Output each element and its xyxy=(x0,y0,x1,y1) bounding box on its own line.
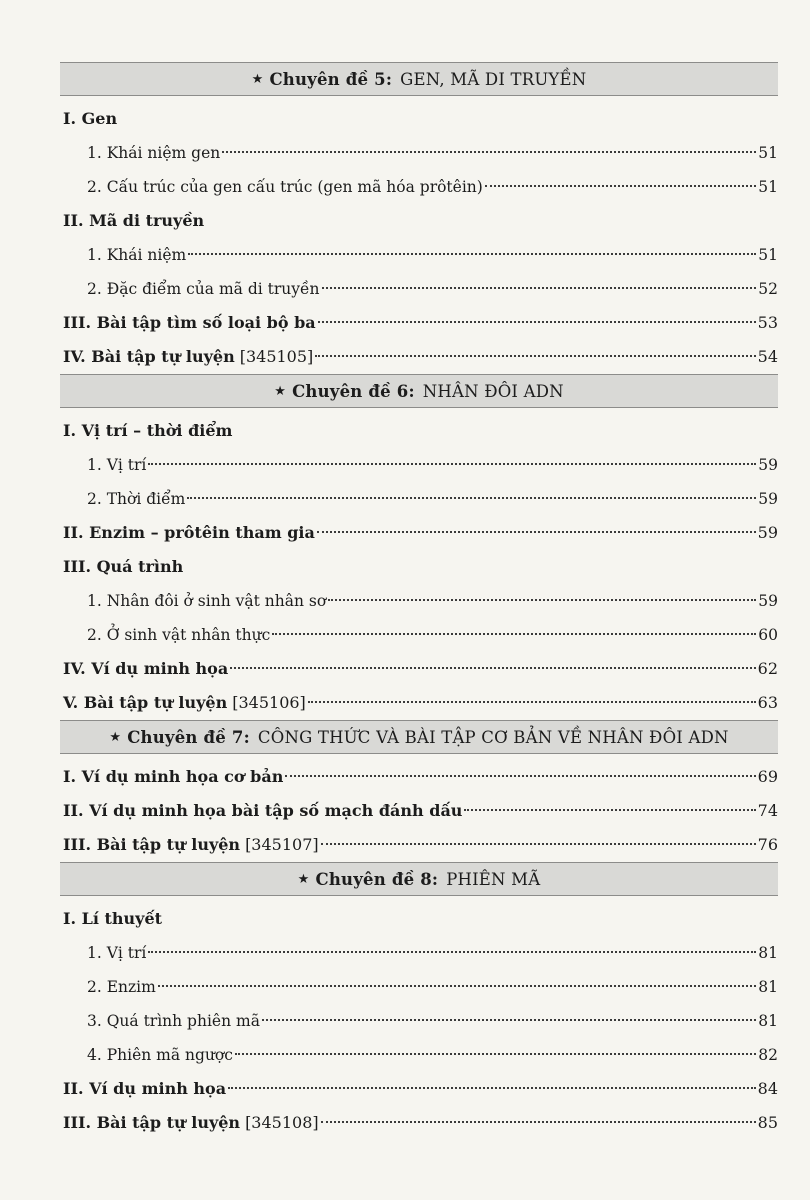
entry-label: 2. Cấu trúc của gen cấu trúc (gen mã hóa prôtêin) xyxy=(87,178,483,196)
star-icon: ★ xyxy=(251,71,264,87)
dot-leader xyxy=(188,253,756,255)
dot-leader xyxy=(158,985,756,987)
toc-section-row xyxy=(60,1106,778,1140)
toc-subsection-row xyxy=(60,1038,778,1072)
toc-section-row xyxy=(60,204,778,238)
page-number: 81 xyxy=(758,944,778,962)
dot-leader xyxy=(222,151,756,153)
page-number: 51 xyxy=(758,178,778,196)
toc-subsection-row xyxy=(60,584,778,618)
page-number: 53 xyxy=(757,313,778,332)
table-of-contents xyxy=(60,62,778,1140)
exercise-code: [345105] xyxy=(239,347,314,366)
page-number: 63 xyxy=(757,693,778,712)
dot-leader xyxy=(148,463,756,465)
chapter-header xyxy=(60,374,778,408)
entry-label: 1. Vị trí xyxy=(87,944,147,962)
chapter-header xyxy=(60,862,778,896)
entry-label: I. Lí thuyết xyxy=(63,909,163,928)
toc-subsection-row xyxy=(60,272,778,306)
entry-label: IV. Ví dụ minh họa xyxy=(63,659,229,678)
entry-label: 1. Khái niệm gen xyxy=(87,144,221,162)
entry-label: II. Mã di truyền xyxy=(63,211,205,230)
chapter-header xyxy=(60,720,778,754)
dot-leader xyxy=(315,355,755,357)
toc-subsection-row xyxy=(60,482,778,516)
toc-section-row xyxy=(60,652,778,686)
chapter-header xyxy=(60,62,778,96)
page-number: 52 xyxy=(758,280,778,298)
entry-label: 1. Vị trí xyxy=(87,456,147,474)
toc-subsection-row xyxy=(60,970,778,1004)
dot-leader xyxy=(285,775,755,777)
entry-label: V. Bài tập tự luyện xyxy=(63,693,228,712)
toc-section-row xyxy=(60,516,778,550)
dot-leader xyxy=(272,633,756,635)
page-number: 69 xyxy=(757,767,778,786)
entry-label: 2. Enzim xyxy=(87,978,156,996)
page-number: 85 xyxy=(757,1113,778,1132)
toc-section-row xyxy=(60,414,778,448)
entry-label: 3. Quá trình phiên mã xyxy=(87,1012,260,1030)
star-icon: ★ xyxy=(297,871,310,887)
entry-label: I. Vị trí – thời điểm xyxy=(63,421,233,440)
page-number: 60 xyxy=(758,626,778,644)
star-icon: ★ xyxy=(109,729,122,745)
toc-section-row xyxy=(60,794,778,828)
dot-leader xyxy=(308,701,756,703)
toc-subsection-row xyxy=(60,170,778,204)
page-number: 81 xyxy=(758,1012,778,1030)
page-number: 51 xyxy=(758,246,778,264)
dot-leader xyxy=(148,951,756,953)
star-icon: ★ xyxy=(274,383,287,399)
entry-label: IV. Bài tập tự luyện xyxy=(63,347,235,366)
entry-label: 2. Đặc điểm của mã di truyền xyxy=(87,280,320,298)
entry-label: 2. Ở sinh vật nhân thực xyxy=(87,626,271,644)
toc-section-row xyxy=(60,828,778,862)
chapter-title: PHIÊN MÃ xyxy=(446,869,541,889)
chapter-number: Chuyên đề 6: xyxy=(292,381,415,401)
page-number: 59 xyxy=(758,592,778,610)
toc-subsection-row xyxy=(60,618,778,652)
page-number: 59 xyxy=(757,523,778,542)
exercise-code: [345108] xyxy=(245,1113,319,1132)
page-number: 82 xyxy=(758,1046,778,1064)
toc-section-row xyxy=(60,686,778,720)
dot-leader xyxy=(321,843,756,845)
page-number: 59 xyxy=(758,456,778,474)
dot-leader xyxy=(187,497,756,499)
page-number: 59 xyxy=(758,490,778,508)
toc-subsection-row xyxy=(60,136,778,170)
dot-leader xyxy=(317,531,756,533)
exercise-code: [345107] xyxy=(245,835,319,854)
chapter-title: GEN, MÃ DI TRUYỀN xyxy=(400,69,587,89)
page-number: 74 xyxy=(757,801,778,820)
chapter-title: CÔNG THỨC VÀ BÀI TẬP CƠ BẢN VỀ NHÂN ĐÔI ADN xyxy=(257,727,729,747)
toc-section-row xyxy=(60,102,778,136)
dot-leader xyxy=(485,185,756,187)
entry-label: 4. Phiên mã ngược xyxy=(87,1046,233,1064)
dot-leader xyxy=(318,321,756,323)
entry-label: 1. Khái niệm xyxy=(87,246,187,264)
dot-leader xyxy=(328,599,756,601)
entry-label: II. Enzim – prôtêin tham gia xyxy=(63,523,315,542)
entry-label: I. Ví dụ minh họa cơ bản xyxy=(63,767,284,786)
page-number: 76 xyxy=(757,835,778,854)
toc-section-row xyxy=(60,306,778,340)
exercise-code: [345106] xyxy=(232,693,306,712)
chapter-number: Chuyên đề 5: xyxy=(269,69,393,89)
toc-subsection-row xyxy=(60,448,778,482)
dot-leader xyxy=(228,1087,756,1089)
chapter-number: Chuyên đề 8: xyxy=(315,869,439,889)
dot-leader xyxy=(235,1053,756,1055)
page-number: 54 xyxy=(757,347,778,366)
toc-subsection-row xyxy=(60,1004,778,1038)
toc-subsection-row xyxy=(60,238,778,272)
entry-label: III. Bài tập tự luyện xyxy=(63,835,241,854)
page-number: 62 xyxy=(757,659,778,678)
dot-leader xyxy=(262,1019,756,1021)
dot-leader xyxy=(230,667,755,669)
page-number: 51 xyxy=(758,144,778,162)
dot-leader xyxy=(464,809,755,811)
chapter-title: NHÂN ĐÔI ADN xyxy=(422,381,564,401)
toc-section-row xyxy=(60,1072,778,1106)
entry-label: 2. Thời điểm xyxy=(87,490,186,508)
dot-leader xyxy=(321,1121,756,1123)
entry-label: II. Ví dụ minh họa bài tập số mạch đánh dấu xyxy=(63,801,463,820)
toc-subsection-row xyxy=(60,936,778,970)
toc-section-row xyxy=(60,760,778,794)
entry-label: III. Bài tập tìm số loại bộ ba xyxy=(63,313,316,332)
toc-section-row xyxy=(60,550,778,584)
entry-label: III. Bài tập tự luyện xyxy=(63,1113,241,1132)
toc-section-row xyxy=(60,340,778,374)
entry-label: II. Ví dụ minh họa xyxy=(63,1079,227,1098)
entry-label: 1. Nhân đôi ở sinh vật nhân sơ xyxy=(87,592,327,610)
entry-label: III. Quá trình xyxy=(63,557,184,576)
entry-label: I. Gen xyxy=(63,109,118,128)
chapter-number: Chuyên đề 7: xyxy=(127,727,250,747)
toc-section-row xyxy=(60,902,778,936)
page-number: 84 xyxy=(757,1079,778,1098)
dot-leader xyxy=(322,287,756,289)
page-number: 81 xyxy=(758,978,778,996)
